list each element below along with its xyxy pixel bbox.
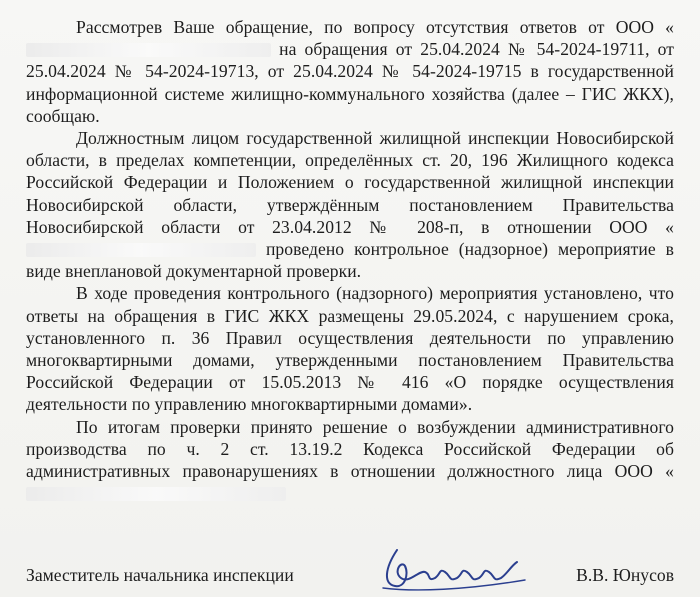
redacted-company-name	[26, 43, 271, 57]
paragraph-4	[26, 416, 674, 505]
redacted-company-name	[26, 487, 286, 501]
paragraph-1-part-1: Рассмотрев Ваше обращение, по вопросу отсутствия ответов от ООО «	[76, 17, 674, 37]
signatory-position: Заместитель начальника инспекции	[26, 565, 294, 585]
paragraph-4-text: По итогам проверки принято решение о возбуждении административного производства по ч. 2 ст. 13.19.2 Кодекса Российской Федерации об административных правонарушениях в отношении должностного лица ООО «	[26, 416, 674, 482]
letter-body	[26, 16, 674, 504]
scan-top-edge	[0, 0, 700, 6]
paragraph-2	[26, 127, 674, 282]
paragraph-3: В ходе проведения контрольного (надзорного) мероприятия установлено, что ответы на обращения в ГИС ЖКХ размещены 29.05.2024, с нарушением срока, установленного п. 36 Правил осуществления деятельности по управлению многоквартирными домами, утвержденными постановлением Правительства Российской Федерации от 15.05.2013 № 416 «О порядке осуществления деятельности по управлению многоквартирными домами».	[26, 283, 674, 415]
signatory-name: В.В. Юнусов	[576, 565, 674, 585]
paragraph-1	[26, 16, 674, 127]
paragraph-2-part-2: проведено контрольное (надзорное) мероприятие в виде внеплановой документарной проверки.	[26, 239, 675, 282]
paragraph-1-part-2: на обращения от 25.04.2024 № 54-2024-19711, от 25.04.2024 № 54-2024-19713, от 25.04.2024 № 54-2024-19715 в государственной информационной системе жилищно-коммунального хозяйства (далее – ГИС ЖКХ), сообщаю.	[26, 39, 675, 126]
redacted-company-name	[26, 243, 256, 257]
signature-block	[26, 565, 674, 589]
paragraph-2-part-1: Должностным лицом государственной жилищной инспекции Новосибирской области, в пределах компетенции, определённых ст. 20, 196 Жилищного кодекса Российской Федерации и Положением о государственной жилищной инспекции Новосибирской области, утверждённым постановлением Правительства Новосибирской области от 23.04.2012 № 208-п, в отношении ООО «	[26, 128, 674, 237]
